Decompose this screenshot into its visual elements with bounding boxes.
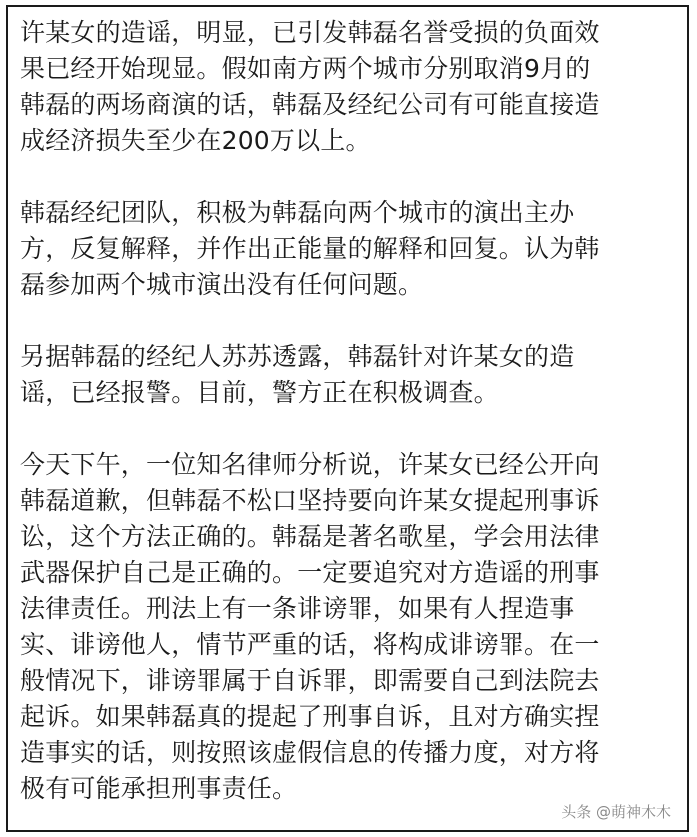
paragraph-4: [20, 447, 684, 807]
text-line: 方，反复解释，并作出正能量的解释和回复。认为韩: [20, 234, 600, 263]
text-line: 今天下午，一位知名律师分析说，许某女已经公开向: [20, 450, 600, 479]
paragraph-gap: [20, 303, 684, 339]
text-line: 起诉。如果韩磊真的提起了刑事自诉，且对方确实捏: [20, 702, 600, 731]
paragraph-gap: [20, 411, 684, 447]
paragraph-2: [20, 195, 684, 303]
text-line: 果已经开始现显。假如南方两个城市分别取消9月的: [20, 54, 591, 83]
text-line: 成经济损失至少在200万以上。: [20, 126, 371, 155]
text-line: 般情况下，诽谤罪属于自诉罪，即需要自己到法院去: [20, 666, 600, 695]
text-line: 韩磊经纪团队，积极为韩磊向两个城市的演出主办: [20, 198, 575, 227]
text-line: 法律责任。刑法上有一条诽谤罪，如果有人捏造事: [20, 594, 575, 623]
text-line: 讼，这个方法正确的。韩磊是著名歌星，学会用法律: [20, 522, 600, 551]
text-line: 磊参加两个城市演出没有任何问题。: [20, 270, 424, 299]
article-body: [20, 15, 684, 807]
text-line: 许某女的造谣，明显，已引发韩磊名誉受损的负面效: [20, 18, 600, 47]
watermark-text: 头条 @萌神木木: [561, 803, 671, 821]
watermark: [559, 802, 673, 822]
document-frame: [6, 5, 689, 832]
text-line: 谣，已经报警。目前，警方正在积极调查。: [20, 378, 499, 407]
text-line: 极有可能承担刑事责任。: [20, 774, 298, 803]
text-line: 另据韩磊的经纪人苏苏透露，韩磊针对许某女的造: [20, 342, 575, 371]
text-line: 造事实的话，则按照该虚假信息的传播力度，对方将: [20, 738, 600, 767]
text-line: 实、诽谤他人，情节严重的话，将构成诽谤罪。在一: [20, 630, 600, 659]
paragraph-gap: [20, 159, 684, 195]
text-line: 武器保护自己是正确的。一定要追究对方造谣的刑事: [20, 558, 600, 587]
text-line: 韩磊的两场商演的话，韩磊及经纪公司有可能直接造: [20, 90, 600, 119]
paragraph-1: [20, 15, 684, 159]
text-line: 韩磊道歉，但韩磊不松口坚持要向许某女提起刑事诉: [20, 486, 600, 515]
paragraph-3: [20, 339, 684, 411]
